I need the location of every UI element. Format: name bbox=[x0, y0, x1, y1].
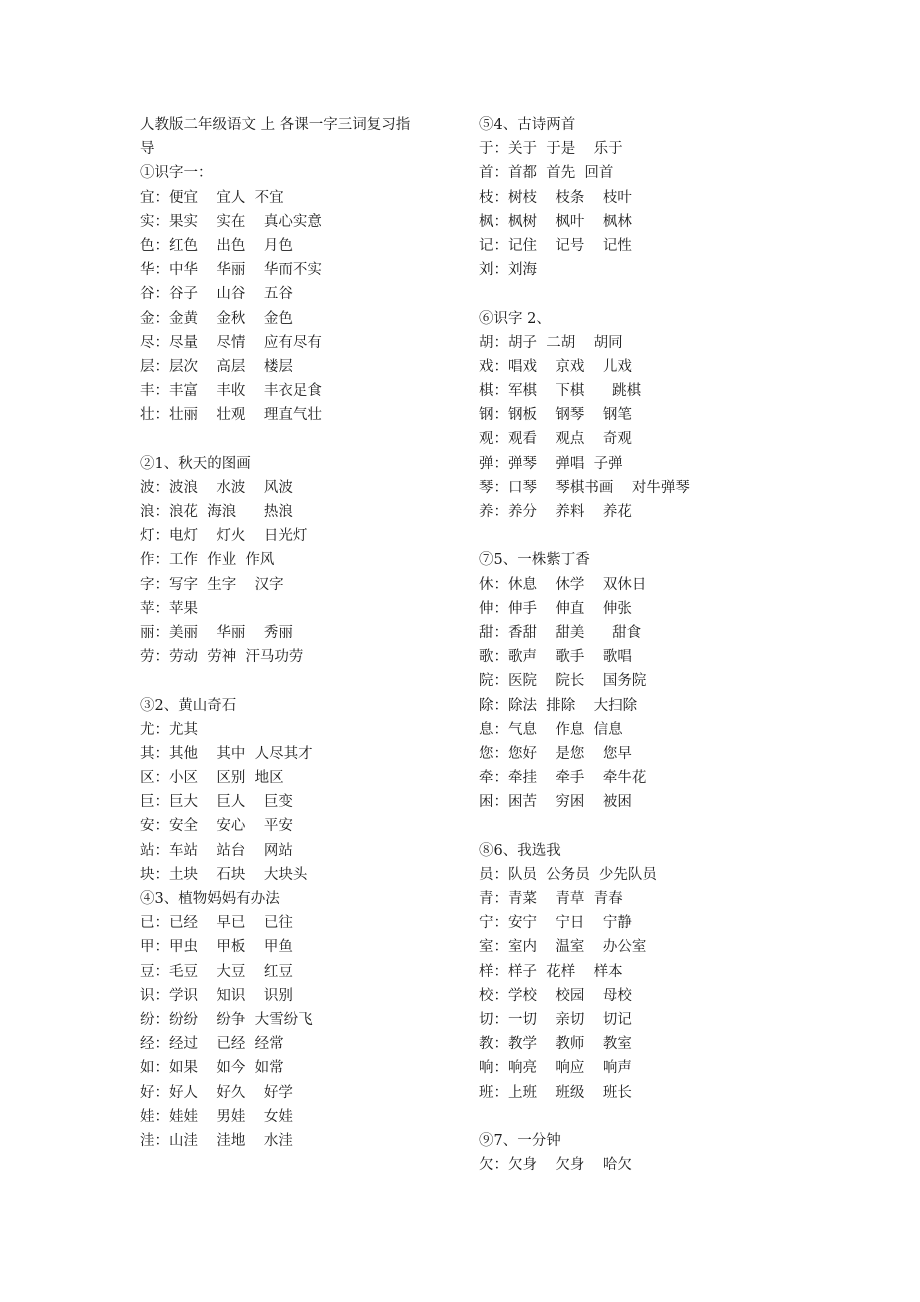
word-entry: 班：上班 班级 班长 bbox=[479, 1084, 632, 1101]
word-entry: 豆：毛豆 大豆 红豆 bbox=[140, 963, 293, 980]
word-entry: 观：观看 观点 奇观 bbox=[479, 431, 632, 448]
word-entry: 灯：电灯 灯火 日光灯 bbox=[140, 528, 308, 545]
section-heading: ①识字一： bbox=[140, 165, 213, 182]
word-entry: 响：响亮 响应 响声 bbox=[479, 1060, 632, 1077]
document-title-line-1: 人教版二年级语文 上 各课一字三词复习指 bbox=[140, 117, 411, 133]
section-heading: ⑧6、我选我 bbox=[479, 842, 561, 859]
word-entry: 劳：劳动 劳神 汗马功劳 bbox=[140, 649, 304, 666]
word-entry: 浪：浪花 海浪 热浪 bbox=[140, 504, 293, 520]
word-entry: 院：医院 院长 国务院 bbox=[479, 673, 647, 690]
word-entry: 琴：口琴 琴棋书画 对牛弹琴 bbox=[479, 479, 690, 496]
word-entry: 困：困苦 穷困 被困 bbox=[479, 794, 632, 811]
word-entry: 纷：纷纷 纷争 大雪纷飞 bbox=[140, 1011, 313, 1028]
word-entry: 刘：刘海 bbox=[479, 262, 537, 279]
word-entry: 尤：尤其 bbox=[140, 721, 198, 738]
word-entry: 记：记住 记号 记性 bbox=[479, 237, 632, 254]
word-entry: 谷：谷子 山谷 五谷 bbox=[140, 286, 293, 303]
word-entry: 宁：安宁 宁日 宁静 bbox=[479, 915, 632, 932]
word-entry: 于：关于 于是 乐于 bbox=[479, 141, 623, 158]
word-entry: 层：层次 高层 楼层 bbox=[140, 358, 293, 375]
section-heading: ⑦5、一株紫丁香 bbox=[479, 552, 590, 569]
blank-line bbox=[140, 669, 455, 693]
blank-line bbox=[479, 1105, 779, 1129]
section-heading: ④3、植物妈妈有办法 bbox=[140, 891, 280, 907]
word-entry: 华：中华 华丽 华而不实 bbox=[140, 262, 322, 279]
word-entry: 样：样子 花样 样本 bbox=[479, 963, 623, 980]
word-entry: 如：如果 如今 如常 bbox=[140, 1060, 284, 1077]
word-entry: 作：工作 作业 作风 bbox=[140, 552, 275, 569]
word-entry: 员：队员 公务员 少先队员 bbox=[479, 866, 657, 883]
word-entry: 安：安全 安心 平安 bbox=[140, 818, 293, 835]
word-entry: 青：青菜 青草 青春 bbox=[479, 891, 623, 907]
word-entry: 苹：苹果 bbox=[140, 600, 198, 617]
word-entry: 钢：钢板 钢琴 钢笔 bbox=[479, 407, 632, 424]
word-entry: 戏：唱戏 京戏 儿戏 bbox=[479, 358, 632, 375]
section-heading: ⑨7、一分钟 bbox=[479, 1132, 561, 1149]
section-heading: ⑥识字 2、 bbox=[479, 310, 551, 327]
word-entry: 枫：枫树 枫叶 枫林 bbox=[479, 213, 632, 230]
word-entry: 枝：树枝 枝条 枝叶 bbox=[479, 189, 632, 206]
word-entry: 教：教学 教师 教室 bbox=[479, 1036, 632, 1053]
word-entry: 宜：便宜 宜人 不宜 bbox=[140, 189, 284, 206]
word-entry: 养：养分 养料 养花 bbox=[479, 504, 632, 520]
document-title-line-2: 导 bbox=[140, 141, 155, 158]
blank-line bbox=[479, 524, 779, 548]
word-entry: 色：红色 出色 月色 bbox=[140, 237, 293, 254]
word-entry: 甲：甲虫 甲板 甲鱼 bbox=[140, 939, 293, 956]
word-entry: 好：好人 好久 好学 bbox=[140, 1084, 293, 1101]
word-entry: 金：金黄 金秋 金色 bbox=[140, 310, 293, 327]
word-entry: 识：学识 知识 识别 bbox=[140, 987, 293, 1004]
word-entry: 洼：山洼 洼地 水洼 bbox=[140, 1132, 293, 1149]
right-column bbox=[479, 113, 779, 1177]
word-entry: 波：波浪 水波 风波 bbox=[140, 479, 293, 496]
word-entry: 其：其他 其中 人尽其才 bbox=[140, 745, 313, 762]
word-entry: 室：室内 温室 办公室 bbox=[479, 939, 647, 956]
word-entry: 丽：美丽 华丽 秀丽 bbox=[140, 624, 293, 641]
word-entry: 站：车站 站台 网站 bbox=[140, 842, 293, 859]
word-entry: 实：果实 实在 真心实意 bbox=[140, 213, 322, 230]
word-entry: 胡：胡子 二胡 胡同 bbox=[479, 334, 623, 351]
word-entry: 字：写字 生字 汉字 bbox=[140, 576, 284, 593]
word-entry: 丰：丰富 丰收 丰衣足食 bbox=[140, 383, 322, 400]
section-heading: ⑤4、古诗两首 bbox=[479, 117, 576, 133]
word-entry: 弹：弹琴 弹唱 子弹 bbox=[479, 455, 623, 472]
section-heading: ③2、黄山奇石 bbox=[140, 697, 237, 714]
word-entry: 经：经过 已经 经常 bbox=[140, 1036, 284, 1053]
word-entry: 切：一切 亲切 切记 bbox=[479, 1011, 632, 1028]
word-entry: 歌：歌声 歌手 歌唱 bbox=[479, 649, 632, 666]
blank-line bbox=[479, 282, 779, 306]
word-entry: 校：学校 校园 母校 bbox=[479, 987, 632, 1004]
word-entry: 娃：娃娃 男娃 女娃 bbox=[140, 1108, 293, 1125]
word-entry: 欠：欠身 欠身 哈欠 bbox=[479, 1157, 632, 1174]
word-entry: 块：土块 石块 大块头 bbox=[140, 866, 308, 883]
word-entry: 棋：军棋 下棋 跳棋 bbox=[479, 383, 642, 400]
word-entry: 您：您好 是您 您早 bbox=[479, 745, 632, 762]
word-entry: 息：气息 作息 信息 bbox=[479, 721, 623, 738]
blank-line bbox=[140, 427, 455, 451]
word-entry: 伸：伸手 伸直 伸张 bbox=[479, 600, 632, 617]
blank-line bbox=[479, 814, 779, 838]
word-entry: 已：已经 早已 已往 bbox=[140, 915, 293, 932]
word-entry: 除：除法 排除 大扫除 bbox=[479, 697, 638, 714]
section-heading: ②1、秋天的图画 bbox=[140, 455, 251, 472]
word-entry: 巨：巨大 巨人 巨变 bbox=[140, 794, 293, 811]
word-entry: 区：小区 区别 地区 bbox=[140, 770, 284, 787]
word-entry: 甜：香甜 甜美 甜食 bbox=[479, 624, 642, 641]
left-column bbox=[140, 113, 455, 1153]
word-entry: 首：首都 首先 回首 bbox=[479, 165, 614, 182]
word-entry: 牵：牵挂 牵手 牵牛花 bbox=[479, 770, 647, 787]
word-entry: 壮：壮丽 壮观 理直气壮 bbox=[140, 407, 322, 424]
word-entry: 尽：尽量 尽情 应有尽有 bbox=[140, 334, 322, 351]
word-entry: 休：休息 休学 双休日 bbox=[479, 576, 647, 593]
